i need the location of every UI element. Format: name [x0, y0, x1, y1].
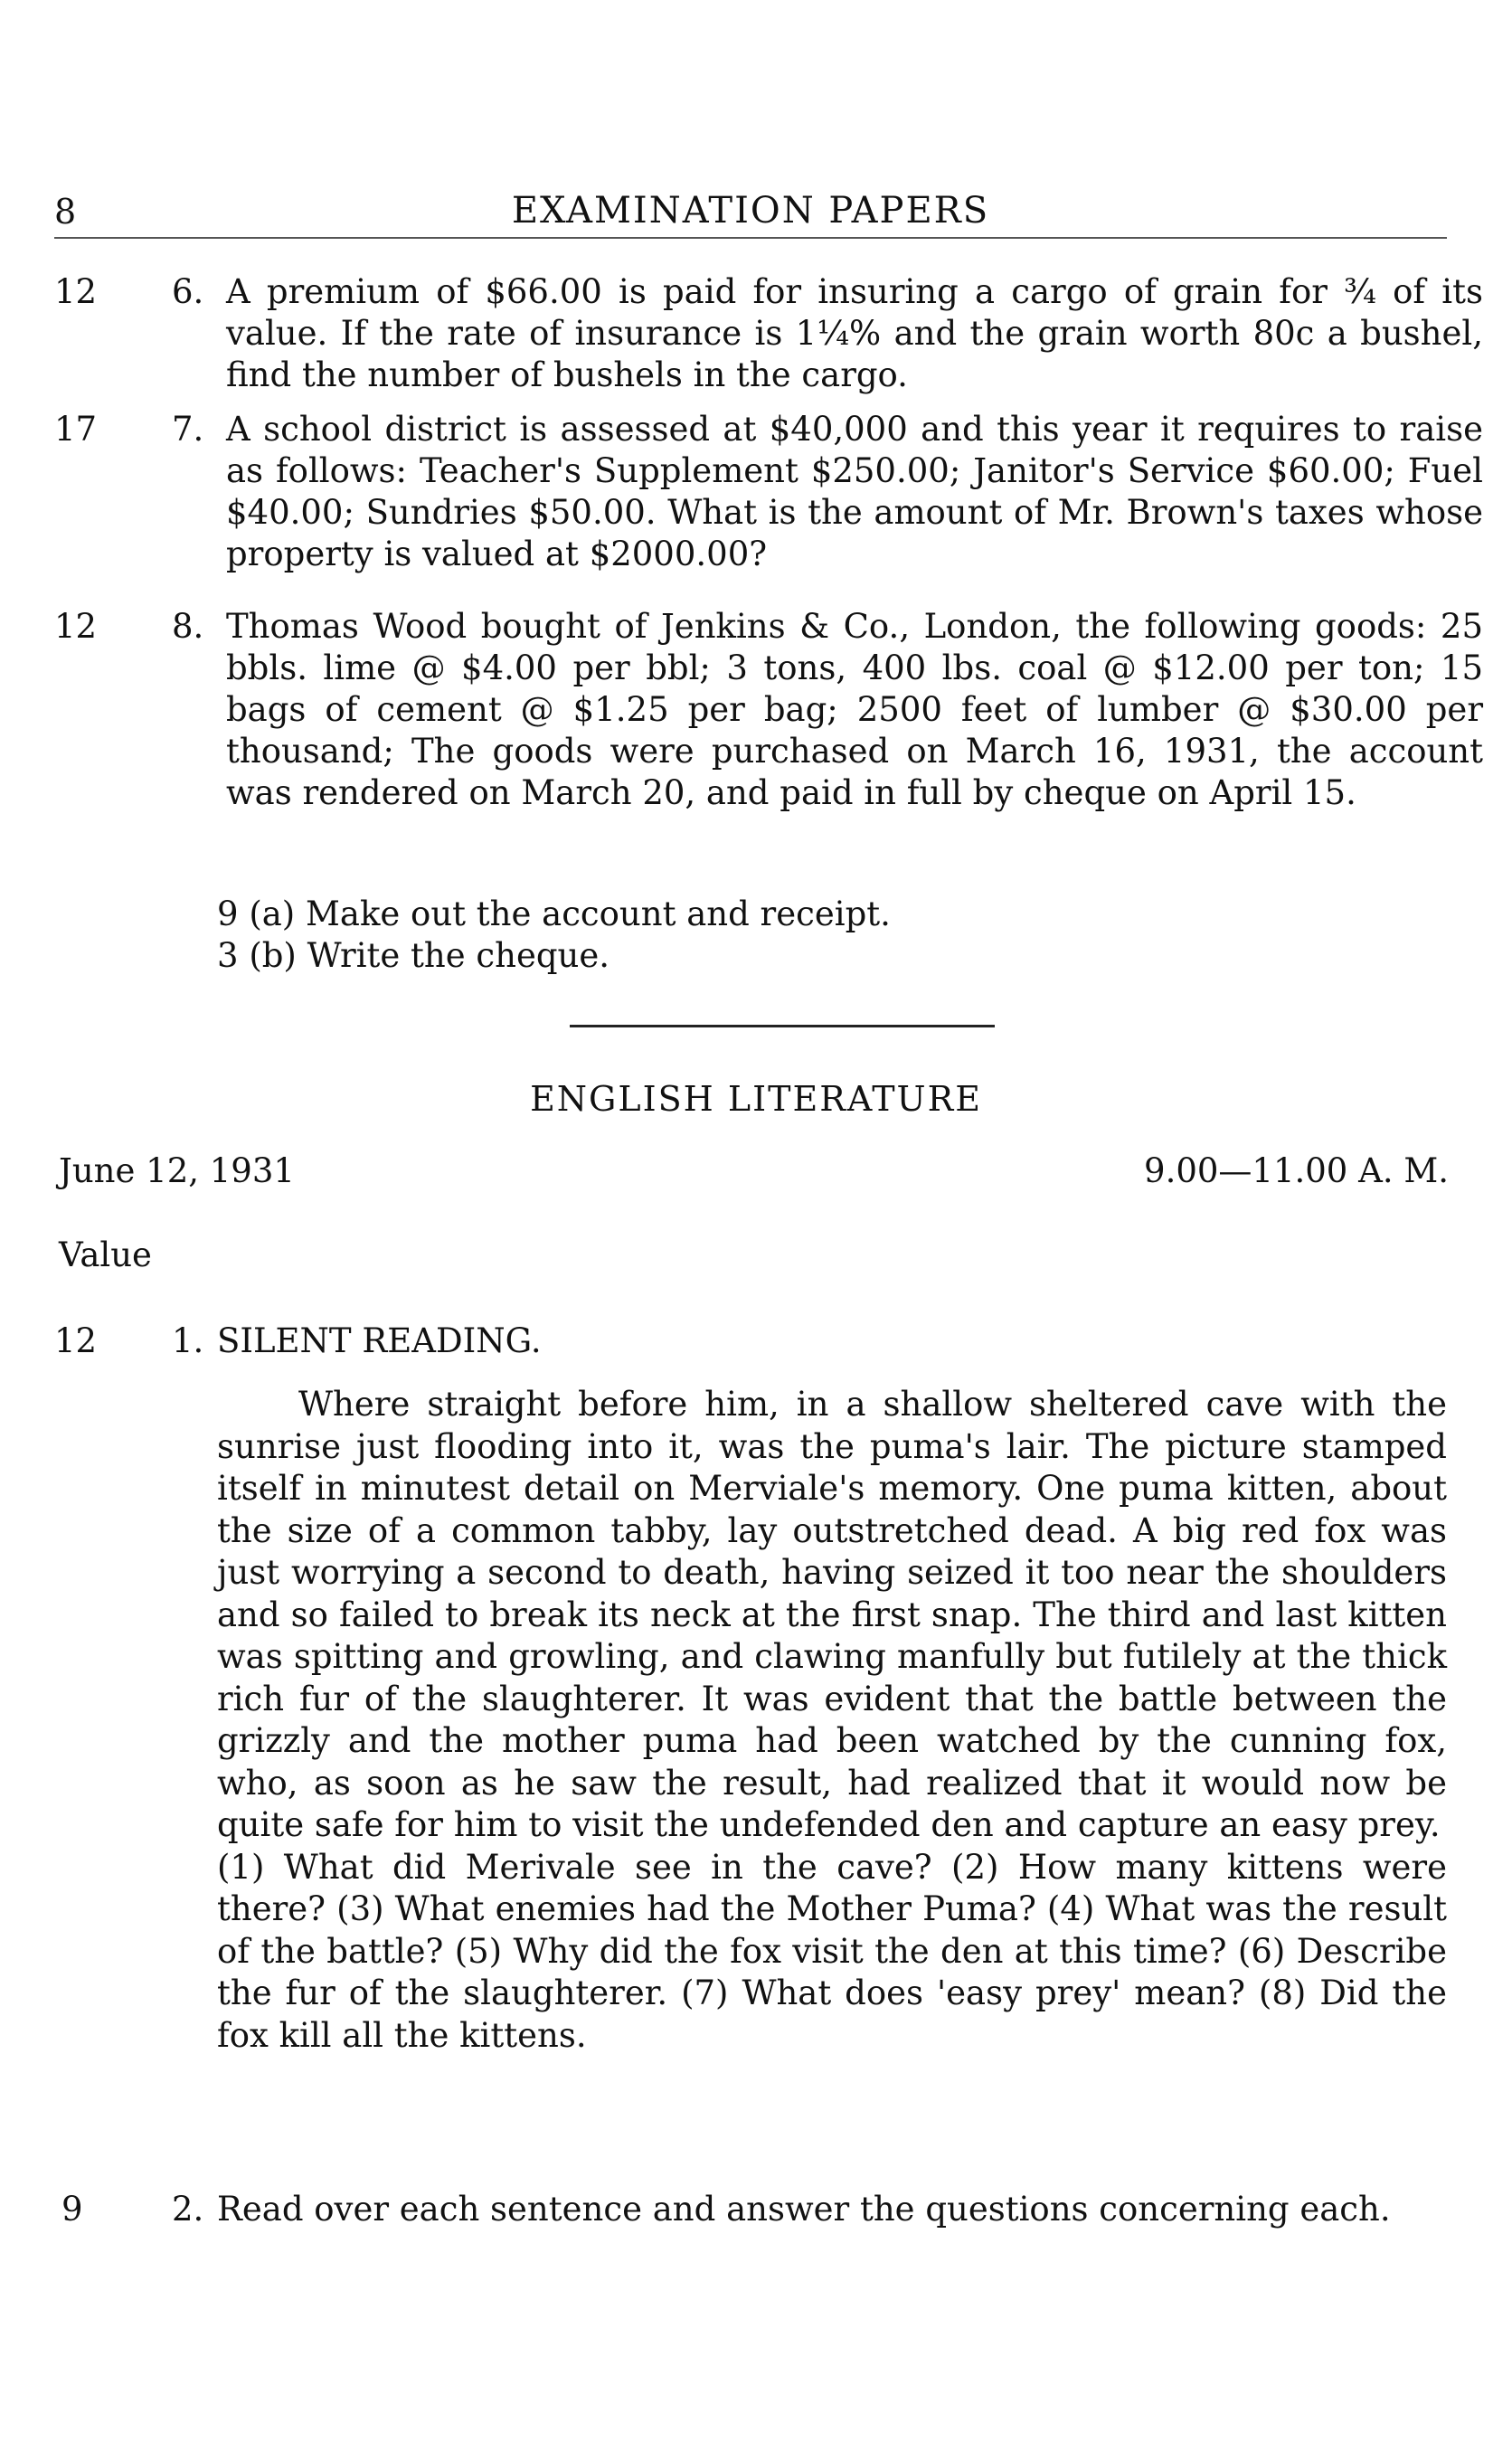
value-column-label: Value: [59, 1235, 152, 1274]
question-value: 12: [54, 607, 98, 646]
question-value: 12: [54, 1321, 98, 1360]
section-separator: [570, 1025, 995, 1027]
subpart-text: Write the cheque.: [307, 936, 610, 975]
subpart-value: 3: [217, 936, 239, 975]
exam-time: 9.00—11.00 A. M.: [1144, 1151, 1449, 1190]
question-text: A school district is assessed at $40,000 and this year it requires to raise as follows: Teacher's Supplement $250.00; Janitor's Service $60.00; Fuel $40.00; Sundries $50.00. What is the amount of Mr. Brown's taxes whose property is valued at $2000.00?: [226, 410, 1483, 573]
passage-questions: (1) What did Merivale see in the cave? (2) How many kittens were there? (3) What enemies had the Mother Puma? (4) What was the result of the battle? (5) Why did the fox visit the den at this time? (6) Describe the fur of the slaughterer. (7) What does 'easy prey' mean? (8) Did the fox kill all the kittens.: [217, 1847, 1447, 2055]
passage-text: Where straight before him, in a shallow sheltered cave with the sunrise just flooding into it, was the puma's lair. The picture stamped itself in minutest detail on Merviale's memory. One puma kitten, about the size of a common tabby, lay outstretched dead. A big red fox was just worrying a second to death, having seized it too near the shoulders and so failed to break its neck at the first snap. The third and last kitten was spitting and growling, and clawing manfully but futilely at the thick rich fur of the slaughterer. It was evident that the battle between the grizzly and the mother puma had been watched by the cunning fox, who, as soon as he saw the result, had realized that it would now be quite safe for him to visit the undefended den and capture an easy prey.: [217, 1385, 1447, 1844]
page-number: 8: [54, 192, 77, 232]
question-1-heading-row: [54, 1320, 1447, 1366]
subpart-text: Make out the account and receipt.: [306, 894, 891, 933]
question-number: 1.: [172, 1321, 204, 1360]
subpart-b: [217, 935, 610, 977]
question-value: 17: [54, 410, 98, 449]
question-heading: SILENT READING.: [217, 1321, 542, 1360]
running-header: [54, 190, 1447, 235]
question-value: 12: [54, 272, 98, 311]
subpart-value: 9: [217, 894, 239, 933]
section-title: ENGLISH LITERATURE: [530, 1079, 982, 1119]
question-2: [54, 2189, 1447, 2279]
question-8: [54, 606, 1483, 859]
question-value: 9: [61, 2190, 83, 2229]
reading-passage: [217, 1384, 1447, 2057]
question-number: 8.: [172, 607, 204, 646]
question-number: 6.: [172, 272, 204, 311]
header-title: EXAMINATION PAPERS: [511, 190, 990, 232]
question-text: Thomas Wood bought of Jenkins & Co., London, the following goods: 25 bbls. lime @ $4.00 per bbl; 3 tons, 400 lbs. coal @ $12.00 per ton; 15 bags of cement @ $1.25 per bag; 2500 feet of lumber @ $30.00 per thousand; The goods were purchased on March 16, 1931, the account was rendered on March 20, and paid in full by cheque on April 15.: [226, 607, 1483, 812]
question-number: 2.: [172, 2190, 204, 2229]
question-6: [54, 271, 1483, 398]
subpart-label: (a): [249, 894, 296, 933]
subpart-a: [217, 894, 891, 935]
subpart-label: (b): [249, 936, 297, 975]
question-text: Read over each sentence and answer the questions concerning each.: [217, 2190, 1391, 2229]
question-text: A premium of $66.00 is paid for insuring a cargo of grain for ¾ of its value. If the rate of insurance is 1¼% and the grain worth 80c a bushel, find the number of bushels in the cargo.: [226, 272, 1483, 394]
question-7: [54, 409, 1483, 581]
question-number: 7.: [172, 410, 204, 449]
header-rule: [54, 237, 1447, 239]
exam-date: June 12, 1931: [59, 1151, 295, 1190]
